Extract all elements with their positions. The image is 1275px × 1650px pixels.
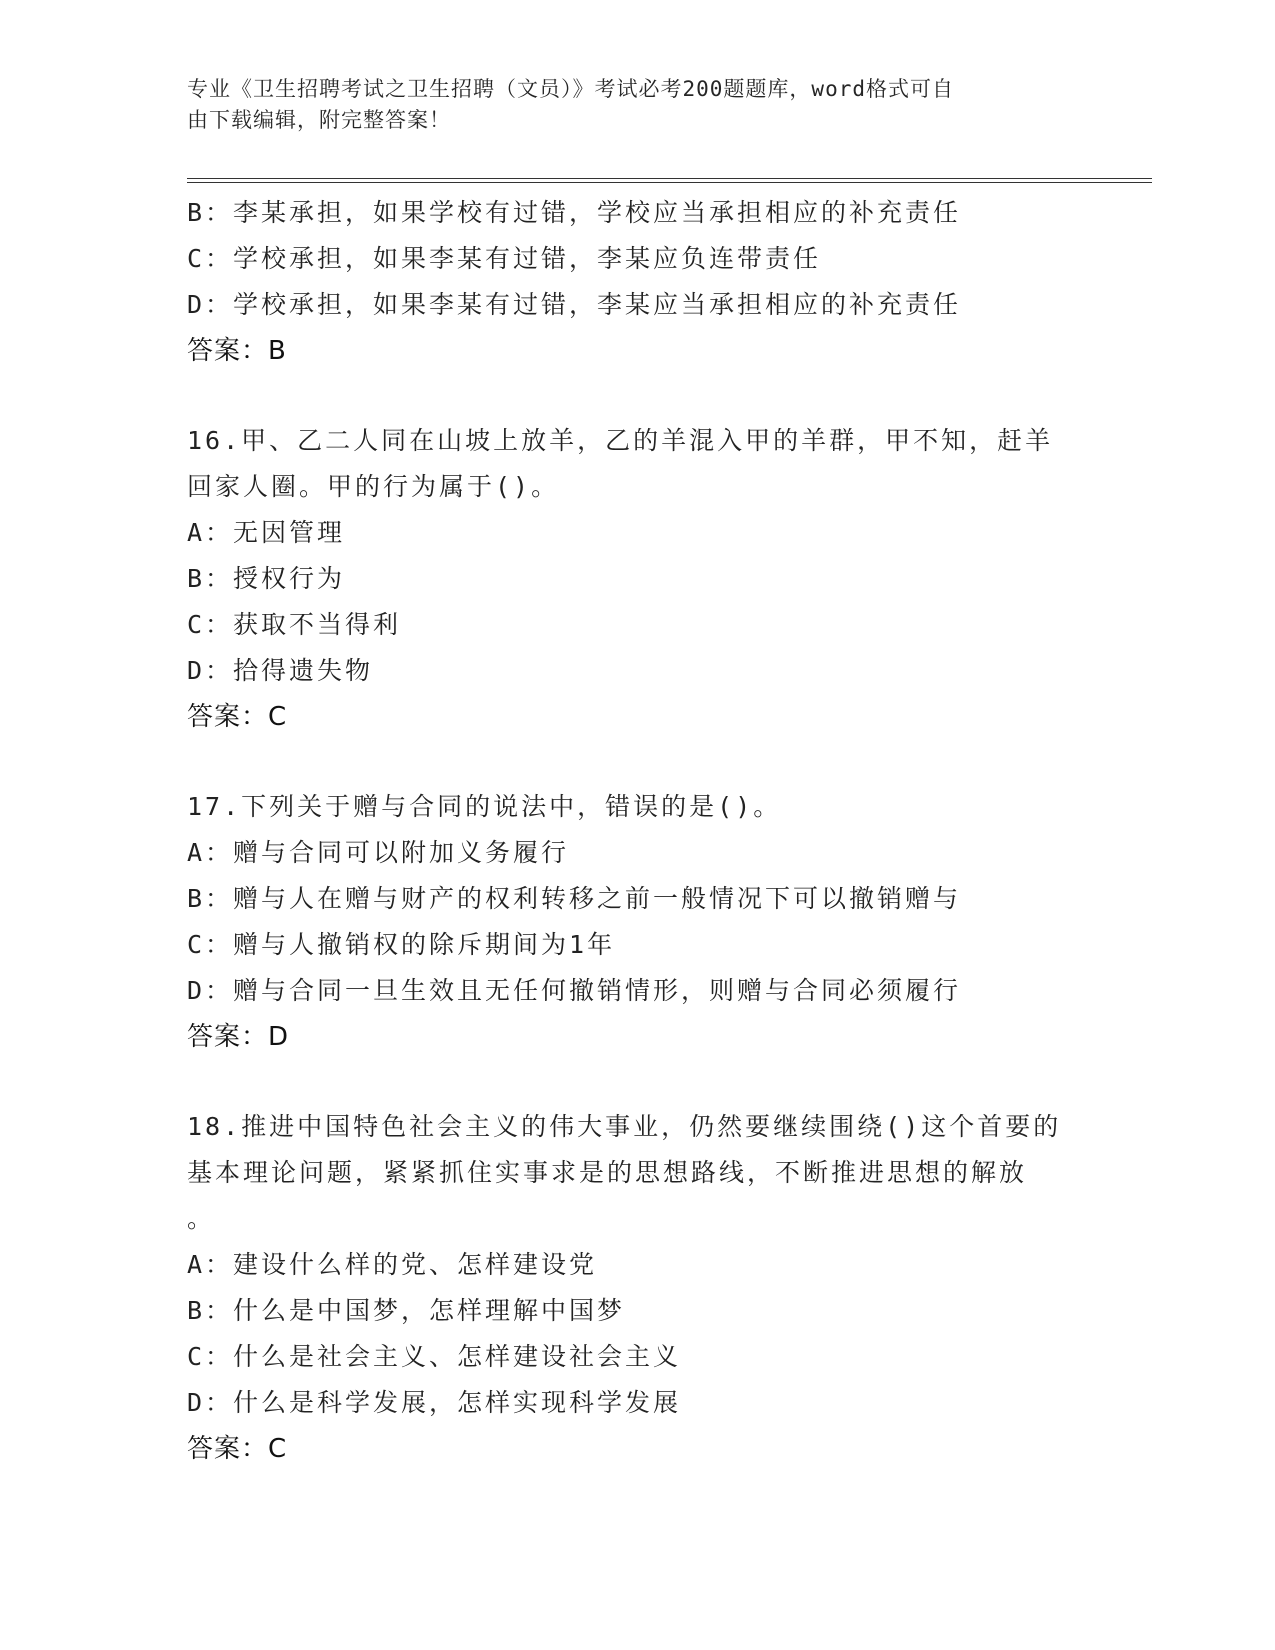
option-c: C：获取不当得利: [187, 610, 402, 639]
question-18-stem: [187, 1104, 1087, 1242]
header-line-1: 专业《卫生招聘考试之卫生招聘（文员）》考试必考200题题库，word格式可自: [187, 77, 954, 101]
question-18-block: [187, 1104, 1087, 1472]
prev-question-block: [187, 190, 1087, 374]
option-b: B：什么是中国梦，怎样理解中国梦: [187, 1296, 626, 1325]
option-a: A：赠与合同可以附加义务履行: [187, 838, 570, 867]
question-18-line-3: 。: [187, 1204, 216, 1233]
question-content: [187, 190, 1087, 1472]
option-d: D：赠与合同一旦生效且无任何撤销情形，则赠与合同必须履行: [187, 976, 962, 1005]
block-spacer: [187, 740, 1087, 784]
block-spacer: [187, 374, 1087, 418]
option-d: D：拾得遗失物: [187, 656, 374, 685]
option-c: C：赠与人撤销权的除斥期间为1年: [187, 930, 616, 959]
option-d: D：学校承担，如果李某有过错，李某应当承担相应的补充责任: [187, 290, 962, 319]
option-c: C：学校承担，如果李某有过错，李某应负连带责任: [187, 244, 822, 273]
header-rule-bottom: [187, 182, 1152, 183]
question-18-line-2: 基本理论问题，紧紧抓住实事求是的思想路线，不断推进思想的解放: [187, 1158, 1028, 1187]
question-16-stem: [187, 418, 1087, 510]
header-line-2: 由下载编辑，附完整答案！: [187, 108, 451, 132]
question-16-line-2: 回家人圈。甲的行为属于()。: [187, 472, 560, 501]
option-b: B：李某承担，如果学校有过错，学校应当承担相应的补充责任: [187, 198, 962, 227]
answer-line: 答案：B: [187, 336, 287, 366]
header-rule-top: [187, 178, 1152, 179]
option-b: B：赠与人在赠与财产的权利转移之前一般情况下可以撤销赠与: [187, 884, 962, 913]
question-18-line-1: 18.推进中国特色社会主义的伟大事业，仍然要继续围绕()这个首要的: [187, 1112, 1062, 1141]
option-a: A：建设什么样的党、怎样建设党: [187, 1250, 598, 1279]
question-17-stem: [187, 784, 1087, 830]
option-c: C：什么是社会主义、怎样建设社会主义: [187, 1342, 682, 1371]
question-16-line-1: 16.甲、乙二人同在山坡上放羊，乙的羊混入甲的羊群，甲不知，赶羊: [187, 426, 1054, 455]
option-a: A：无因管理: [187, 518, 346, 547]
document-header: [187, 74, 1067, 136]
block-spacer: [187, 1060, 1087, 1104]
answer-line: 答案：C: [187, 702, 288, 732]
answer-line: 答案：C: [187, 1434, 288, 1464]
option-d: D：什么是科学发展，怎样实现科学发展: [187, 1388, 682, 1417]
answer-line: 答案：D: [187, 1022, 290, 1052]
question-17-block: [187, 784, 1087, 1060]
question-17-line-1: 17.下列关于赠与合同的说法中，错误的是()。: [187, 792, 782, 821]
question-16-block: [187, 418, 1087, 740]
option-b: B：授权行为: [187, 564, 346, 593]
